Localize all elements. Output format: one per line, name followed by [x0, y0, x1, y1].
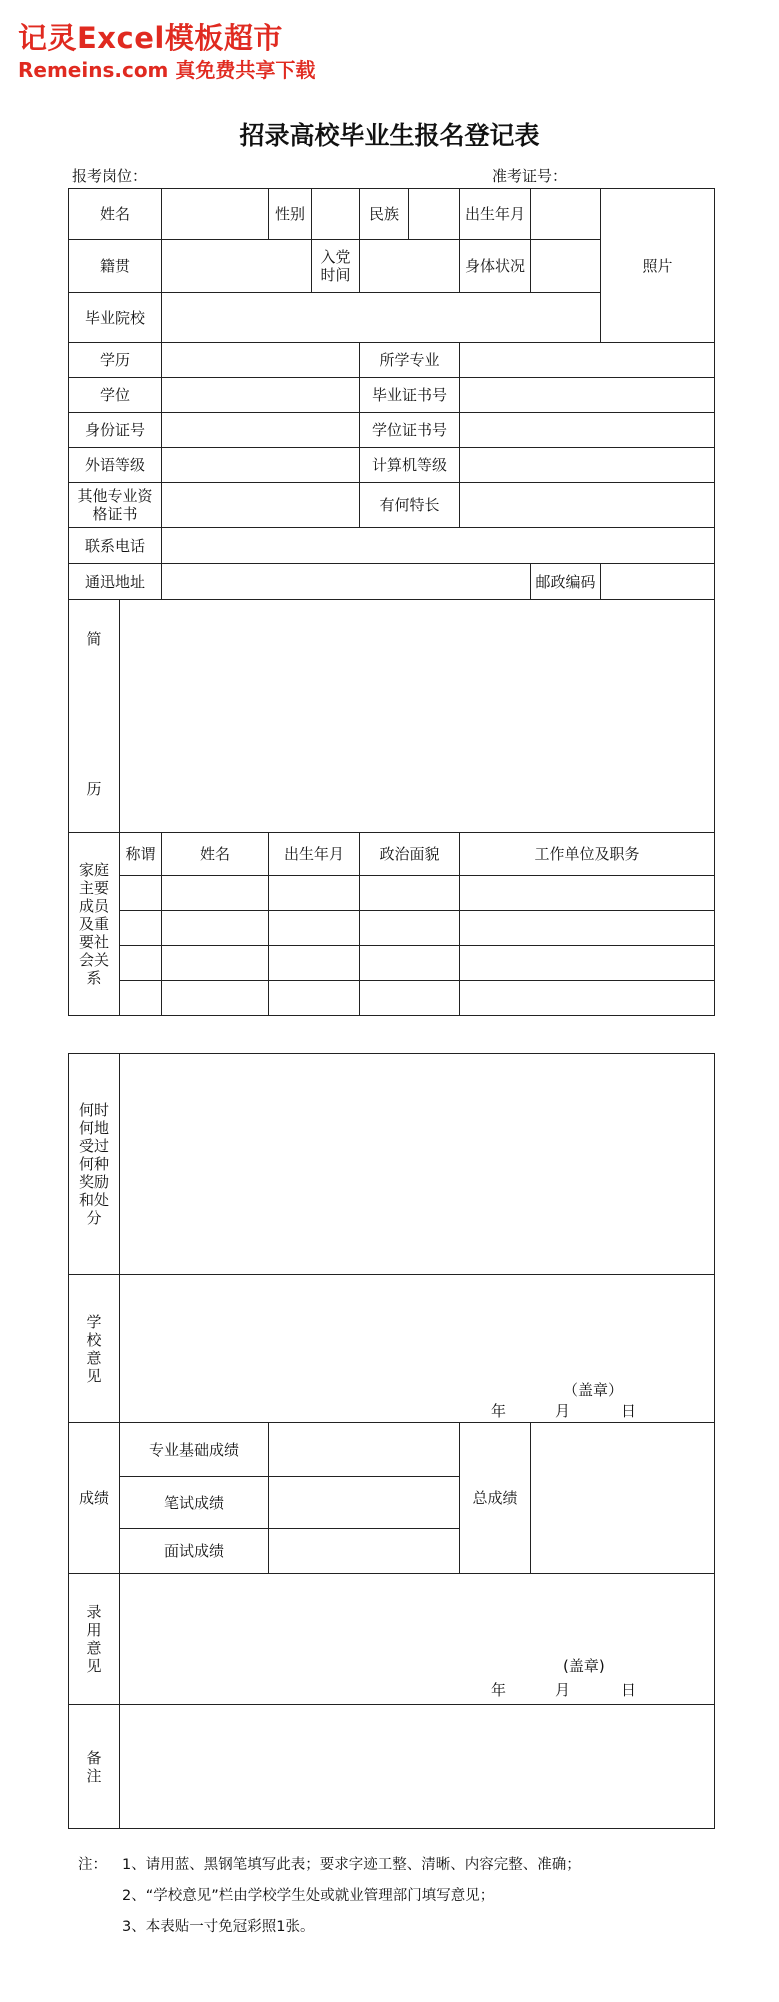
ethnicity-field[interactable] [408, 188, 460, 240]
resume-label-bottom: 历 [86, 780, 102, 798]
remarks-label: 备注 [68, 1704, 120, 1829]
school-field[interactable] [161, 292, 601, 343]
note-item-2: 2、“学校意见”栏由学校学生处或就业管理部门填写意见； [122, 1888, 495, 1904]
family-cell[interactable] [359, 910, 460, 946]
phone-label: 联系电话 [68, 527, 162, 564]
interview-score-field[interactable] [268, 1528, 460, 1574]
resume-label [68, 599, 120, 833]
health-label: 身体状况 [459, 239, 531, 293]
native-label: 籍贯 [68, 239, 162, 293]
degree-cert-label: 学位证书号 [359, 412, 460, 448]
family-cell[interactable] [119, 910, 162, 946]
family-cell[interactable] [268, 945, 360, 981]
degree-field[interactable] [161, 377, 360, 413]
address-field[interactable] [161, 563, 531, 600]
degree-label: 学位 [68, 377, 162, 413]
interview-score-label: 面试成绩 [119, 1528, 269, 1574]
computer-field[interactable] [459, 447, 715, 483]
gender-field[interactable] [311, 188, 360, 240]
postcode-field[interactable] [600, 563, 715, 600]
written-score-label: 笔试成绩 [119, 1476, 269, 1529]
native-field[interactable] [161, 239, 312, 293]
hire-day-text: 日 [621, 1681, 637, 1699]
major-field[interactable] [459, 342, 715, 378]
note-item-1: 1、请用蓝、黑钢笔填写此表；要求字迹工整、清晰、内容完整、准确； [122, 1857, 581, 1873]
family-cell[interactable] [268, 980, 360, 1016]
family-header-politics: 政治面貌 [359, 832, 460, 876]
family-cell[interactable] [459, 910, 715, 946]
education-field[interactable] [161, 342, 360, 378]
resume-label-top: 简 [86, 630, 102, 648]
gender-label: 性别 [268, 188, 312, 240]
party-label: 入党时间 [311, 239, 360, 293]
health-field[interactable] [530, 239, 601, 293]
id-number-field[interactable] [161, 412, 360, 448]
education-label: 学历 [68, 342, 162, 378]
awards-label: 何时何地受过何种奖励和处分 [68, 1053, 120, 1275]
family-cell[interactable] [459, 945, 715, 981]
birth-field[interactable] [530, 188, 601, 240]
postcode-label: 邮政编码 [530, 563, 601, 600]
note-item-3: 3、本表贴一寸免冠彩照1张。 [122, 1919, 315, 1935]
major-label: 所学专业 [359, 342, 460, 378]
school-opinion-label: 学校意见 [68, 1274, 120, 1423]
total-score-label: 总成绩 [459, 1422, 531, 1574]
family-header-name: 姓名 [161, 832, 269, 876]
party-field[interactable] [359, 239, 460, 293]
family-cell[interactable] [161, 945, 269, 981]
awards-field[interactable] [119, 1053, 715, 1275]
family-cell[interactable] [268, 875, 360, 911]
family-cell[interactable] [161, 875, 269, 911]
remarks-field[interactable] [119, 1704, 715, 1829]
school-month-text: 月 [555, 1402, 571, 1420]
grad-cert-label: 毕业证书号 [359, 377, 460, 413]
family-cell[interactable] [359, 980, 460, 1016]
family-cell[interactable] [359, 875, 460, 911]
page-title: 招录高校毕业生报名登记表 [239, 121, 540, 150]
school-seal-text: （盖章） [563, 1381, 624, 1399]
school-year-text: 年 [491, 1402, 507, 1420]
ethnicity-label: 民族 [359, 188, 409, 240]
family-cell[interactable] [161, 980, 269, 1016]
school-label: 毕业院校 [68, 292, 162, 343]
hire-year-text: 年 [491, 1681, 507, 1699]
name-label: 姓名 [68, 188, 162, 240]
address-label: 通迅地址 [68, 563, 162, 600]
hire-opinion-label: 录用意见 [68, 1573, 120, 1705]
other-cert-field[interactable] [161, 482, 360, 528]
watermark-title: 记灵Excel模板超市 [18, 21, 283, 55]
family-cell[interactable] [119, 945, 162, 981]
professional-score-label: 专业基础成绩 [119, 1422, 269, 1477]
hire-opinion-field[interactable] [119, 1573, 715, 1705]
foreign-lang-field[interactable] [161, 447, 360, 483]
family-cell[interactable] [119, 875, 162, 911]
degree-cert-field[interactable] [459, 412, 715, 448]
family-cell[interactable] [459, 875, 715, 911]
specialty-label: 有何特长 [359, 482, 460, 528]
family-label: 家庭主要成员及重要社会关系 [68, 832, 120, 1016]
notes-prefix: 注： [78, 1857, 107, 1873]
family-header-title: 称谓 [119, 832, 162, 876]
hire-seal-text: (盖章) [563, 1657, 605, 1675]
grad-cert-field[interactable] [459, 377, 715, 413]
resume-field[interactable] [119, 599, 715, 833]
school-day-text: 日 [621, 1402, 637, 1420]
professional-score-field[interactable] [268, 1422, 460, 1477]
family-header-birth: 出生年月 [268, 832, 360, 876]
written-score-field[interactable] [268, 1476, 460, 1529]
family-cell[interactable] [119, 980, 162, 1016]
school-opinion-field[interactable] [119, 1274, 715, 1423]
total-score-field[interactable] [530, 1422, 715, 1574]
family-cell[interactable] [359, 945, 460, 981]
position-label: 报考岗位： [72, 167, 148, 185]
ticket-label: 准考证号： [492, 167, 568, 185]
id-number-label: 身份证号 [68, 412, 162, 448]
watermark-subtitle: Remeins.com 真免费共享下载 [18, 58, 316, 82]
name-field[interactable] [161, 188, 269, 240]
scores-label: 成绩 [68, 1422, 120, 1574]
family-header-work: 工作单位及职务 [459, 832, 715, 876]
computer-label: 计算机等级 [359, 447, 460, 483]
family-cell[interactable] [161, 910, 269, 946]
phone-field[interactable] [161, 527, 715, 564]
foreign-lang-label: 外语等级 [68, 447, 162, 483]
birth-label: 出生年月 [459, 188, 531, 240]
hire-month-text: 月 [555, 1681, 571, 1699]
photo-box[interactable]: 照片 [600, 188, 715, 343]
family-cell[interactable] [459, 980, 715, 1016]
other-cert-label: 其他专业资格证书 [68, 482, 162, 528]
family-cell[interactable] [268, 910, 360, 946]
specialty-field[interactable] [459, 482, 715, 528]
